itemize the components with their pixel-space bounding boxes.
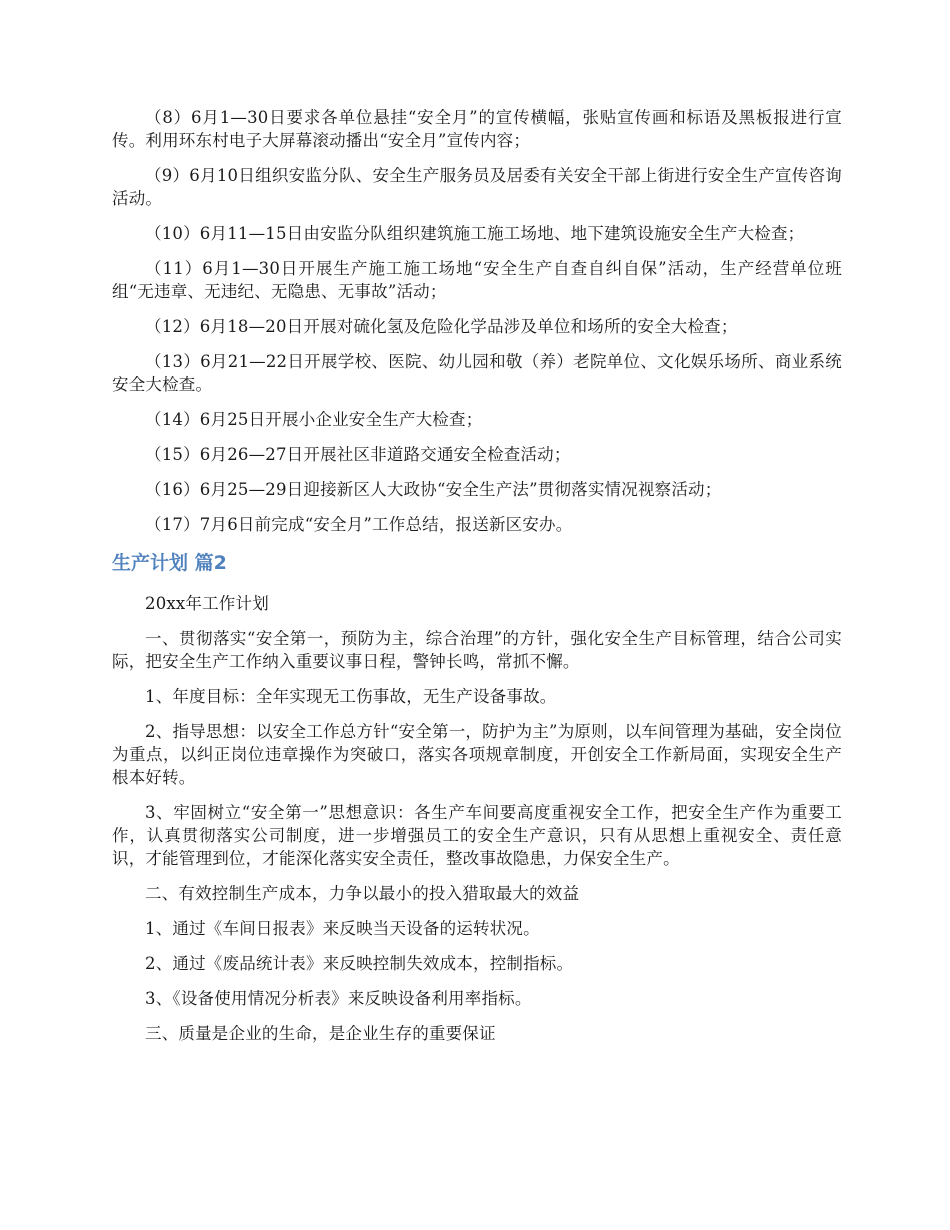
paragraph-item-11: （11）6月1—30日开展生产施工施工场地“安全生产自查自纠自保”活动，生产经营单位班组“无违章、无违纪、无隐患、无事故”活动；	[112, 259, 842, 301]
paragraph-part-3: 三、质量是企业的生命，是企业生存的重要保证	[145, 1024, 496, 1043]
paragraph-item-12: （12）6月18—20日开展对硫化氢及危险化学品涉及单位和场所的安全大检查；	[145, 317, 738, 336]
paragraph-item-10: （10）6月11—15日由安监分队组织建筑施工施工场地、地下建筑设施安全生产大检查；	[145, 224, 805, 243]
paragraph-guiding-thought: 2、指导思想：以安全工作总方针“安全第一，防护为主”为原则，以车间管理为基础，安全岗位为重点，以纠正岗位违章操作为突破口，落实各项规章制度，开创安全工作新局面，实现安全生产根本好转。	[112, 722, 842, 787]
paragraph-item-8: （8）6月1—30日要求各单位悬挂“安全月”的宣传横幅，张贴宣传画和标语及黑板报进行宣传。利用环东村电子大屏幕滚动播出“安全月”宣传内容；	[112, 108, 842, 150]
paragraph-equipment-usage: 3、《设备使用情况分析表》来反映设备利用率指标。	[145, 989, 532, 1008]
paragraph-item-17: （17）7月6日前完成“安全月”工作总结，报送新区安办。	[145, 515, 573, 534]
plan-title: 20xx年工作计划	[145, 594, 269, 613]
paragraph-item-16: （16）6月25—29日迎接新区人大政协“安全生产法”贯彻落实情况视察活动；	[145, 480, 722, 499]
document-page	[112, 106, 842, 1057]
paragraph-annual-goal: 1、年度目标：全年实现无工伤事故，无生产设备事故。	[145, 687, 557, 706]
paragraph-item-9: （9）6月10日组织安监分队、安全生产服务员及居委有关安全干部上街进行安全生产宣传咨询活动。	[112, 166, 842, 208]
section-heading: 生产计划 篇2	[112, 552, 227, 574]
paragraph-item-15: （15）6月26—27日开展社区非道路交通安全检查活动；	[145, 445, 571, 464]
paragraph-item-13: （13）6月21—22日开展学校、医院、幼儿园和敬（养）老院单位、文化娱乐场所、商业系统安全大检查。	[112, 352, 842, 394]
paragraph-item-14: （14）6月25日开展小企业安全生产大检查；	[145, 410, 483, 429]
paragraph-part-1: 一、贯彻落实“安全第一，预防为主，综合治理”的方针，强化安全生产目标管理，结合公司实际，把安全生产工作纳入重要议事日程，警钟长鸣，常抓不懈。	[112, 629, 842, 671]
paragraph-daily-report: 1、通过《车间日报表》来反映当天设备的运转状况。	[145, 919, 540, 938]
paragraph-waste-stats: 2、通过《废品统计表》来反映控制失效成本，控制指标。	[145, 954, 574, 973]
paragraph-part-2: 二、有效控制生产成本，力争以最小的投入猎取最大的效益	[145, 884, 580, 903]
paragraph-safety-awareness: 3、牢固树立“安全第一”思想意识：各生产车间要高度重视安全工作，把安全生产作为重要工作，认真贯彻落实公司制度，进一步增强员工的安全生产意识，只有从思想上重视安全、责任意识，才能管理到位，才能深化落实安全责任，整改事故隐患，力保安全生产。	[112, 803, 842, 868]
